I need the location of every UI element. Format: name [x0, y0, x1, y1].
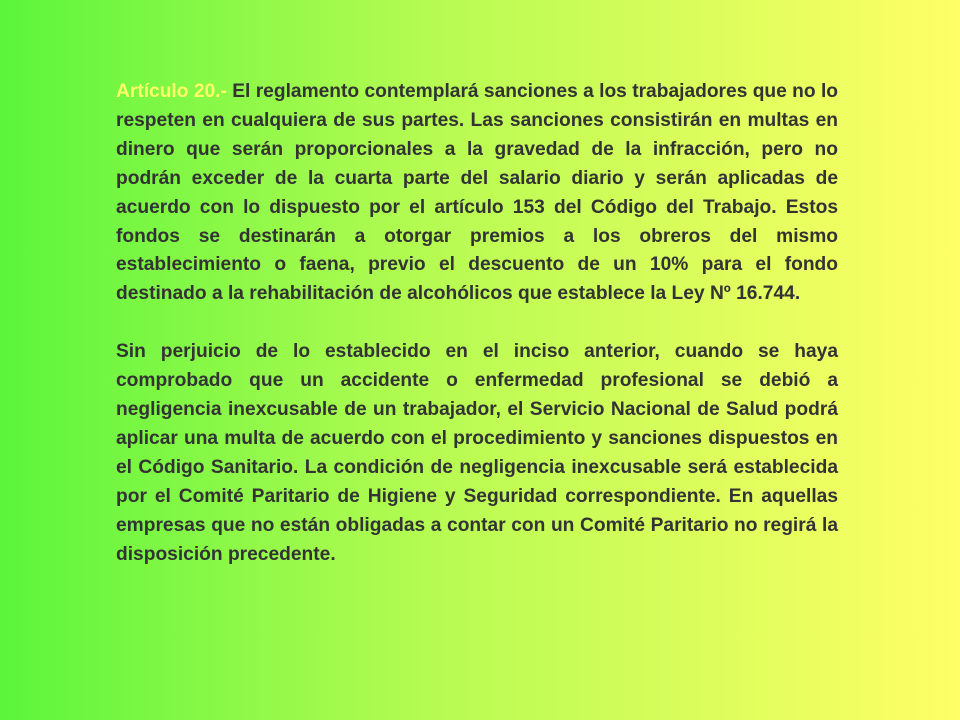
second-paragraph	[116, 338, 838, 569]
article-20-paragraph	[116, 78, 838, 309]
slide-content	[116, 78, 838, 570]
article-reference: Artículo 20.-	[116, 81, 227, 102]
second-paragraph-text: Sin perjuicio de lo establecido en el inciso anterior, cuando se haya comprobado que un accidente o enfermedad profesional se debió a negligencia inexcusable de un trabajador, el Servicio Nacional de Salud podrá aplicar una multa de acuerdo con el procedimiento y sanciones dispuestos en el Código Sanitario. La condición de negligencia inexcusable será establecida por el Comité Paritario de Higiene y Seguridad correspondiente. En aquellas empresas que no están obligadas a contar con un Comité Paritario no regirá la disposición precedente.	[116, 341, 838, 565]
article-20-text: El reglamento contemplará sanciones a los trabajadores que no lo respeten en cualquiera de sus partes. Las sanciones consistirán en multas en dinero que serán proporcionales a la gravedad de la infracción, pero no podrán exceder de la cuarta parte del salario diario y serán aplicadas de acuerdo con lo dispuesto por el artículo 153 del Código del Trabajo. Estos fondos se destinarán a otorgar premios a los obreros del mismo establecimiento o faena, previo el descuento de un 10% para el fondo destinado a la rehabilitación de alcohólicos que establece la Ley Nº 16.744.	[116, 81, 838, 305]
